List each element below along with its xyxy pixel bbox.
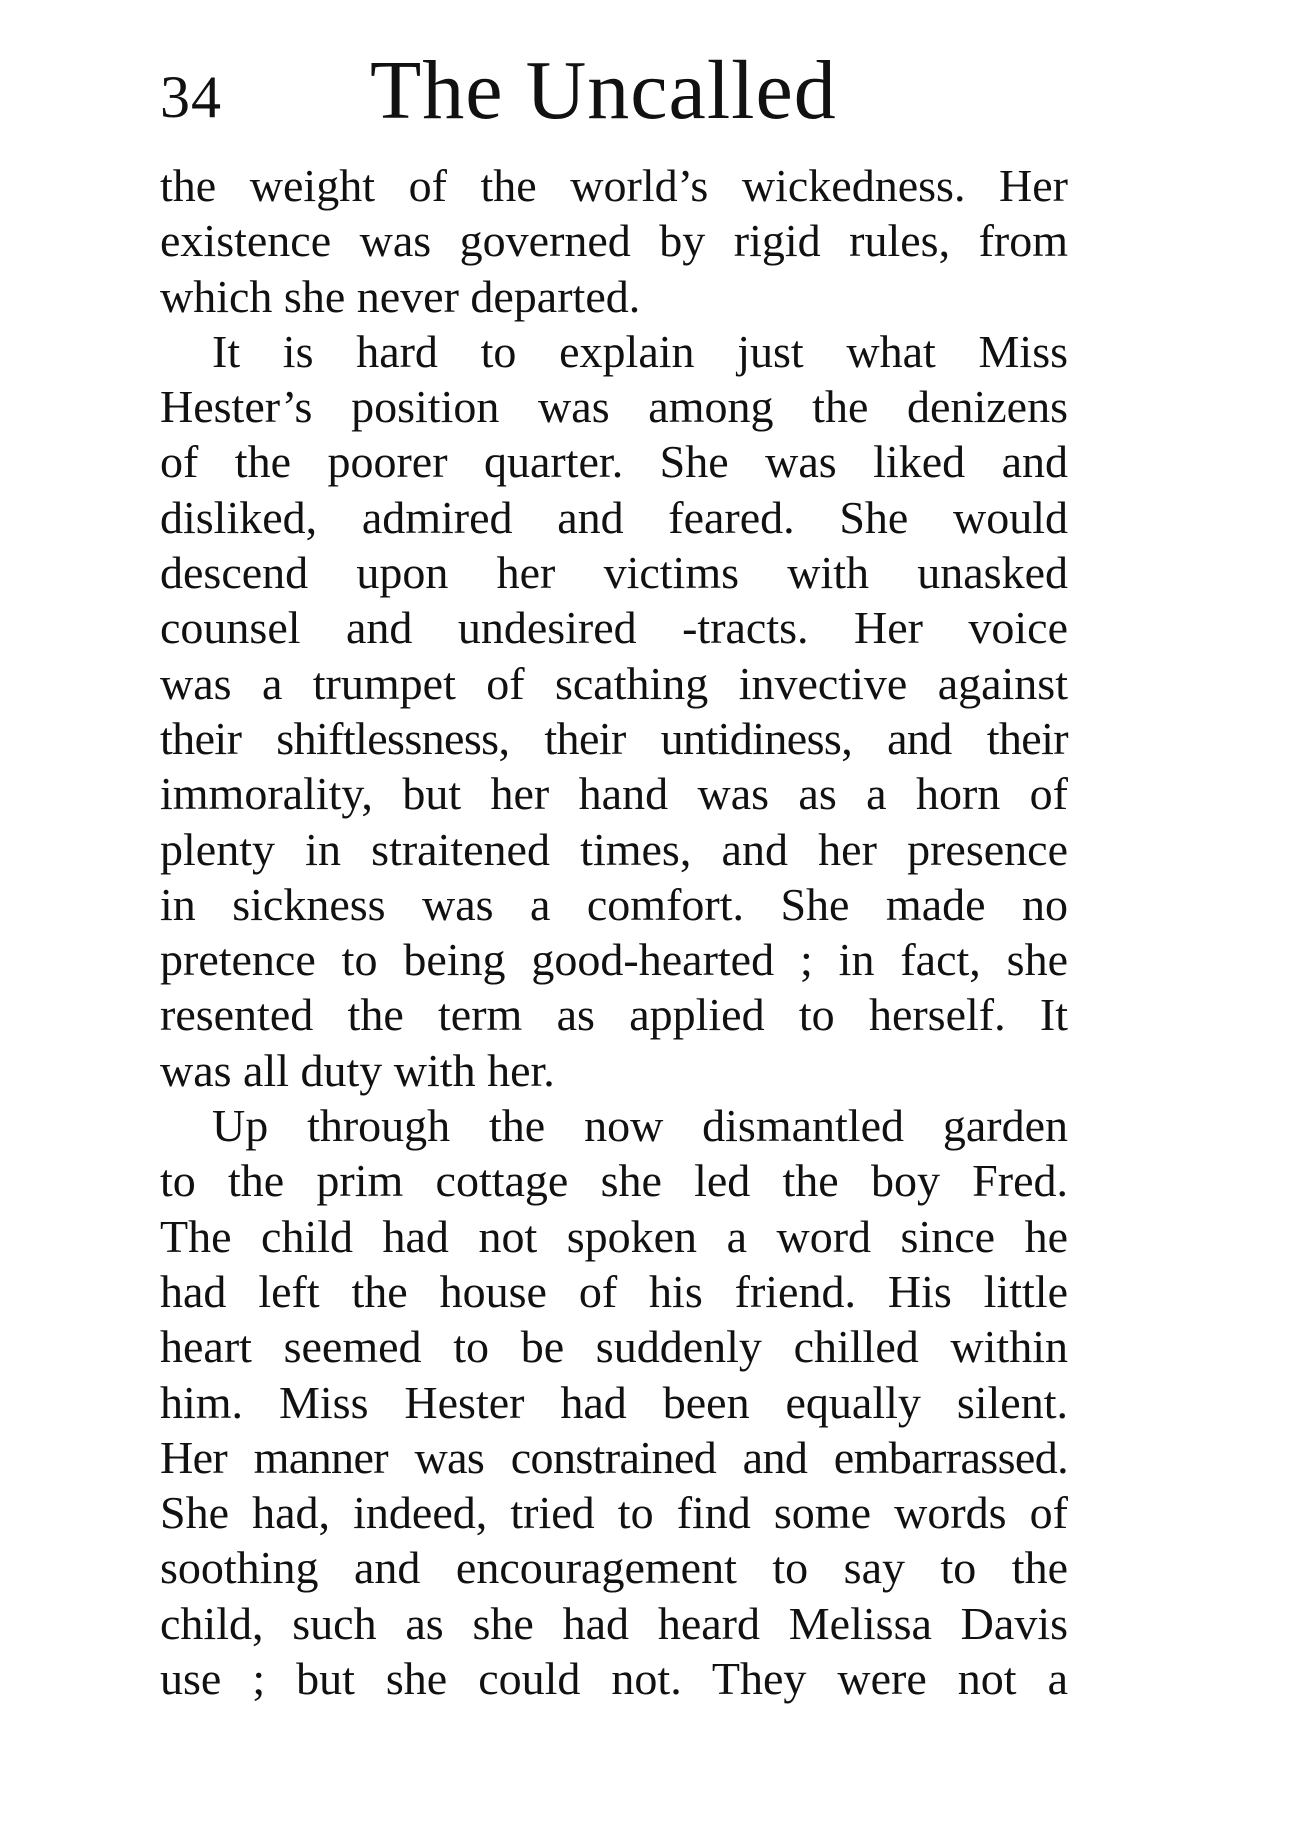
running-head (160, 40, 1110, 137)
text-line: him. Miss Hester had been equally silent. (160, 1376, 1068, 1428)
text-line: use ; but she could not. They were not a (160, 1653, 1068, 1705)
text-line: which she never departed. (160, 270, 641, 322)
text-line: soothing and encouragement to say to the (160, 1542, 1068, 1594)
page-number: 34 (160, 64, 222, 130)
text-line: descend upon her victims with unasked (160, 547, 1068, 599)
text-line: disliked, admired and feared. She would (160, 491, 1068, 543)
text-line: counsel and undesired -tracts. Her voice (160, 602, 1068, 654)
text-line: the weight of the world’s wickedness. Her (160, 160, 1068, 211)
running-title: The Uncalled (370, 44, 837, 137)
text-line: resented the term as applied to herself. It (160, 989, 1068, 1041)
text-line: heart seemed to be suddenly chilled within (160, 1321, 1068, 1373)
text-line: of the poorer quarter. She was liked and (160, 436, 1068, 488)
text-line: had left the house of his friend. His little (160, 1265, 1068, 1317)
text-line: child, such as she had heard Melissa Davis (160, 1597, 1068, 1649)
text-line: plenty in straitened times, and her presence (160, 823, 1068, 875)
text-line: It is hard to explain just what Miss (212, 325, 1068, 377)
body-text (160, 158, 1068, 1706)
text-line: The child had not spoken a word since he (160, 1210, 1068, 1262)
text-line: She had, indeed, tried to find some words of (160, 1487, 1068, 1539)
text-line: immorality, but her hand was as a horn of (160, 768, 1068, 820)
text-line: was all duty with her. (160, 1044, 555, 1096)
text-line: Hester’s position was among the denizens (160, 381, 1068, 433)
text-line: Her manner was constrained and embarrassed. (160, 1431, 1068, 1483)
text-line: was a trumpet of scathing invective against (160, 657, 1068, 709)
text-line: their shiftlessness, their untidiness, and their (160, 712, 1068, 764)
text-line: existence was governed by rigid rules, from (160, 215, 1068, 267)
text-line: in sickness was a comfort. She made no (160, 878, 1068, 930)
text-line: pretence to being good-hearted ; in fact, she (160, 934, 1068, 986)
text-line: to the prim cottage she led the boy Fred. (160, 1155, 1068, 1207)
text-line: Up through the now dismantled garden (212, 1100, 1068, 1152)
